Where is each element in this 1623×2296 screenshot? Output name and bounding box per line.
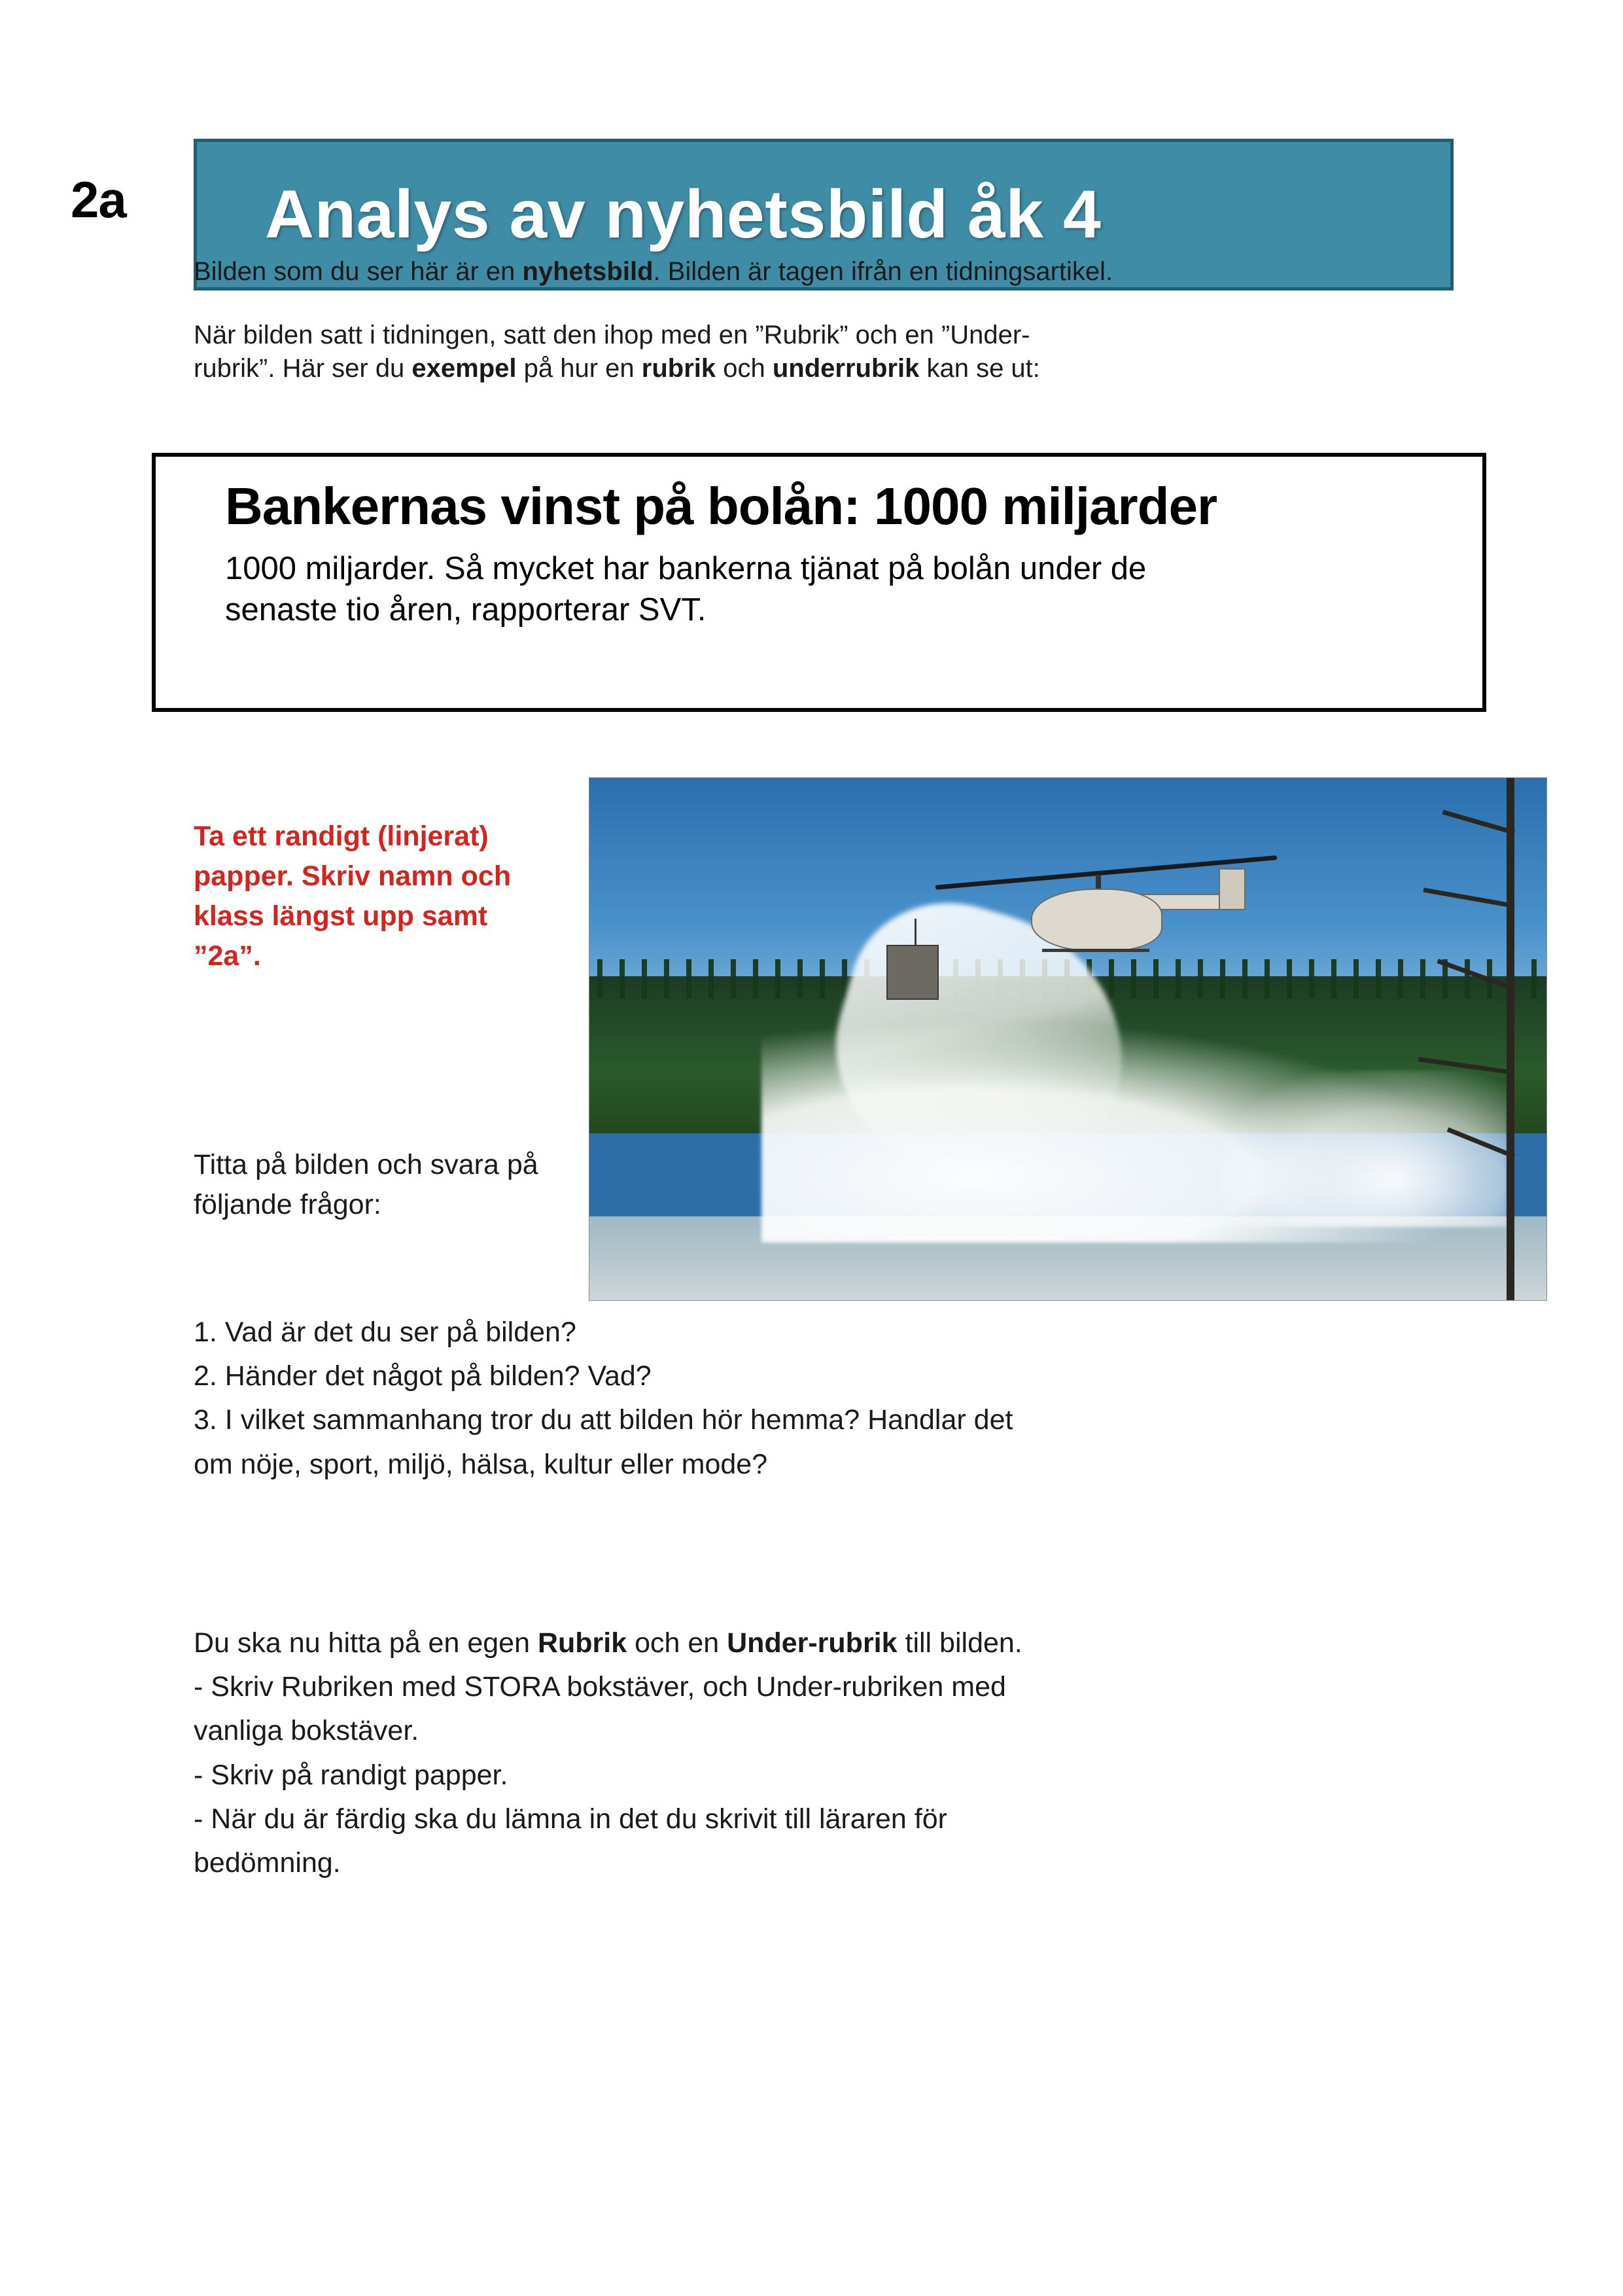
instruction-line1-c: till bilden.: [897, 1627, 1022, 1659]
header: [0, 65, 1623, 253]
photo-tree-trunk: [1507, 778, 1514, 1300]
instruction-line1-a: Du ska nu hitta på en egen: [194, 1627, 538, 1659]
helicopter-tailfin: [1219, 868, 1246, 910]
photo-dead-tree: [1412, 778, 1537, 1300]
photo-tree-branch: [1418, 1057, 1515, 1075]
instruction-line-2: - Skriv Rubriken med STORA bokstäver, och Under-rubriken med: [194, 1671, 1006, 1703]
instruction-line-5: - När du är färdig ska du lämna in det du skrivit till läraren för: [194, 1803, 947, 1835]
example-headline-box: [152, 453, 1486, 712]
instruction-line-4: - Skriv på randigt papper.: [194, 1759, 508, 1791]
intro-p1-before: Bilden som du ser här är en: [194, 257, 523, 286]
instruction-line1-bold1: Rubrik: [537, 1627, 627, 1659]
look-at-image-note: Titta på bilden och svara på följande frågor:: [194, 1149, 538, 1221]
photo-tree-branch: [1447, 1127, 1516, 1158]
instruction-line1-bold2: Under-rubrik: [727, 1627, 898, 1659]
helicopter-body: [1031, 889, 1162, 951]
photo-tree-branch: [1442, 809, 1516, 834]
news-photo: [589, 777, 1547, 1301]
example-subheading-line1: 1000 miljarder. Så mycket har bankerna tjänat på bolån under de: [225, 551, 1147, 586]
instruction-line-3: vanliga bokstäver.: [194, 1715, 419, 1747]
question-item: om nöje, sport, miljö, hälsa, kultur eller mode?: [194, 1448, 768, 1480]
helicopter-skid: [1042, 949, 1149, 952]
red-instruction-note: Ta ett randigt (linjerat) papper. Skriv namn och klass längst upp samt ”2a”.: [194, 821, 512, 972]
example-subheading-line2: senaste tio åren, rapporterar SVT.: [225, 592, 707, 627]
example-headline: Bankernas vinst på bolån: 1000 miljarder: [225, 477, 1217, 535]
instruction-line-1: [194, 1623, 1489, 1664]
intro-text: [194, 255, 1463, 416]
helicopter-icon: [972, 841, 1240, 956]
intro-p2-bold2: rubrik: [641, 354, 716, 383]
intro-p1-bold: nyhetsbild: [522, 257, 654, 286]
instruction-line1-b: och en: [627, 1627, 727, 1659]
intro-paragraph-2: [194, 319, 1463, 385]
instruction-line-6: bedömning.: [194, 1847, 341, 1879]
intro-p2-line1: När bilden satt i tidningen, satt den ihop med en ”Rubrik” och en ”Under-: [194, 321, 1030, 350]
intro-p2-line2-c: och: [716, 354, 773, 383]
intro-paragraph-1: [194, 255, 1463, 289]
intro-p2-line2-b: på hur en: [516, 354, 642, 383]
example-subheading: [225, 548, 1433, 630]
intro-p1-after: . Bilden är tagen ifrån en tidningsartikel.: [653, 257, 1113, 286]
intro-p2-bold3: underrubrik: [772, 354, 920, 383]
intro-p2-line2-a: rubrik”. Här ser du: [194, 354, 412, 383]
photo-water-bucket: [886, 945, 939, 1000]
question-item: 1. Vad är det du ser på bilden?: [194, 1316, 576, 1348]
intro-p2-bold1: exempel: [411, 354, 517, 383]
question-item: 2. Händer det något på bilden? Vad?: [194, 1360, 652, 1392]
task-number: 2a: [71, 171, 126, 228]
question-item: 3. I vilket sammanhang tror du att bilden hör hemma? Handlar det: [194, 1404, 1013, 1436]
final-instructions: [194, 1623, 1489, 1886]
photo-tree-branch: [1423, 887, 1515, 908]
photo-tree-branch: [1437, 959, 1515, 991]
page-title: Analys av nyhetsbild åk 4: [265, 176, 1102, 253]
intro-p2-line2-d: kan se ut:: [919, 354, 1040, 383]
questions-list: [194, 1312, 1476, 1488]
